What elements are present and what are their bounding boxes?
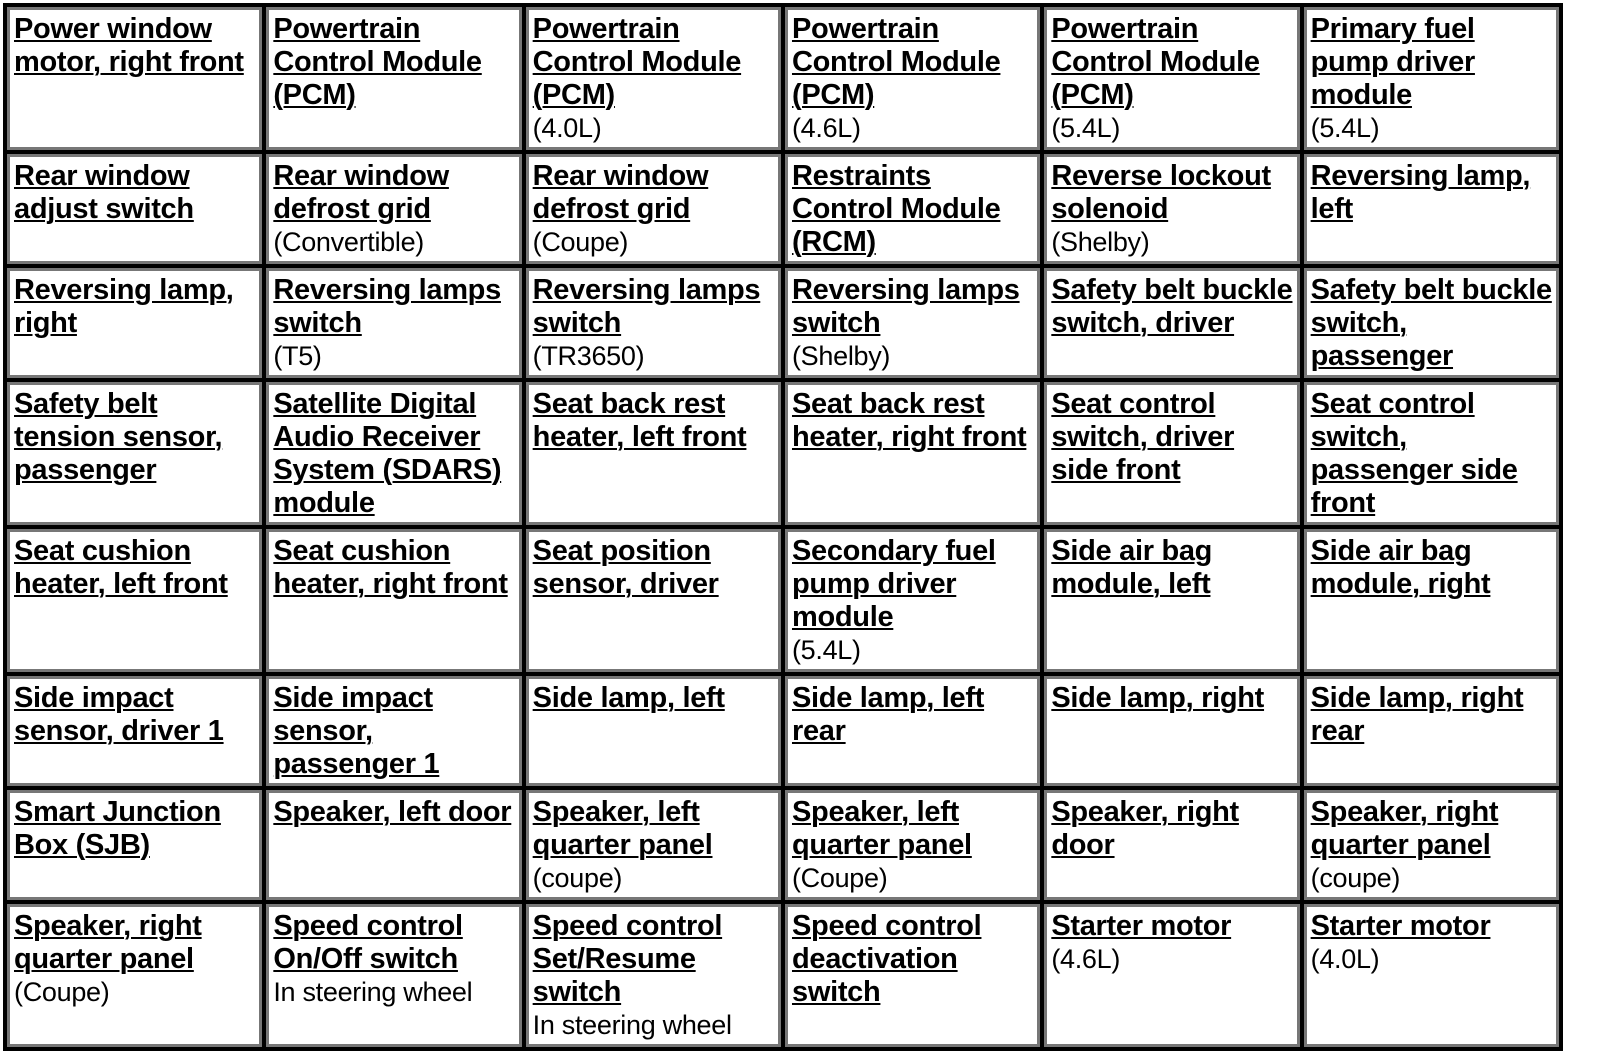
component-link[interactable]: Side lamp, right bbox=[1051, 682, 1265, 714]
table-row bbox=[7, 529, 1559, 672]
component-note: (Coupe) bbox=[791, 863, 888, 893]
table-cell bbox=[7, 904, 262, 1047]
table-cell bbox=[1044, 676, 1299, 786]
component-note: (coupe) bbox=[532, 863, 623, 893]
component-link[interactable]: Seat cushion heater, left front bbox=[14, 535, 228, 600]
table-cell bbox=[1304, 790, 1559, 900]
table-row bbox=[7, 154, 1559, 264]
component-note: (5.4L) bbox=[1310, 113, 1380, 143]
table-cell bbox=[526, 154, 781, 264]
table-cell bbox=[785, 268, 1040, 378]
component-link[interactable]: Smart Junction Box (SJB) bbox=[14, 796, 221, 861]
table-cell bbox=[526, 529, 781, 672]
component-link[interactable]: Reversing lamps switch bbox=[273, 274, 501, 339]
table-cell bbox=[1304, 7, 1559, 150]
table-cell bbox=[785, 529, 1040, 672]
component-link[interactable]: Starter motor bbox=[1310, 910, 1491, 942]
table-cell bbox=[7, 154, 262, 264]
table-cell bbox=[266, 790, 521, 900]
table-cell bbox=[526, 382, 781, 525]
table-cell bbox=[7, 529, 262, 672]
component-note: (Shelby) bbox=[791, 341, 891, 371]
table-cell bbox=[266, 7, 521, 150]
table-cell bbox=[785, 7, 1040, 150]
component-link[interactable]: Side air bag module, right bbox=[1310, 535, 1491, 600]
table-row bbox=[7, 676, 1559, 786]
table-cell bbox=[1304, 268, 1559, 378]
table-cell bbox=[1044, 154, 1299, 264]
component-link[interactable]: Speaker, right quarter panel bbox=[1310, 796, 1499, 861]
component-link[interactable]: Speaker, left quarter panel bbox=[532, 796, 713, 861]
component-note: In steering wheel bbox=[273, 977, 473, 1007]
component-link[interactable]: Reversing lamps switch bbox=[791, 274, 1020, 339]
component-link[interactable]: Secondary fuel pump driver module bbox=[791, 535, 996, 633]
component-link[interactable]: Safety belt buckle switch, passenger bbox=[1310, 274, 1552, 372]
table-cell bbox=[785, 676, 1040, 786]
component-link[interactable]: Side impact sensor, driver 1 bbox=[14, 682, 224, 747]
table-cell bbox=[7, 790, 262, 900]
table-cell bbox=[1304, 529, 1559, 672]
component-link[interactable]: Speaker, right quarter panel bbox=[14, 910, 202, 975]
component-note: (Shelby) bbox=[1051, 227, 1150, 257]
table-cell bbox=[1304, 676, 1559, 786]
table-cell bbox=[1044, 268, 1299, 378]
component-note: (5.4L) bbox=[1051, 113, 1121, 143]
component-note: (TR3650) bbox=[532, 341, 645, 371]
component-link[interactable]: Seat back rest heater, left front bbox=[532, 388, 747, 453]
component-note: (Coupe) bbox=[14, 977, 110, 1007]
component-link[interactable]: Rear window defrost grid bbox=[273, 160, 449, 225]
table-cell bbox=[7, 7, 262, 150]
component-link[interactable]: Restraints Control Module (RCM) bbox=[791, 160, 1001, 258]
table-cell bbox=[1304, 154, 1559, 264]
table-cell bbox=[526, 676, 781, 786]
component-note: (coupe) bbox=[1310, 863, 1401, 893]
table-cell bbox=[266, 268, 521, 378]
component-note: (Coupe) bbox=[532, 227, 629, 257]
table-cell bbox=[266, 529, 521, 672]
component-note: (4.0L) bbox=[1310, 944, 1380, 974]
component-link[interactable]: Rear window adjust switch bbox=[14, 160, 194, 225]
component-link[interactable]: Power window motor, right front bbox=[14, 13, 244, 78]
component-link[interactable]: Side impact sensor, passenger 1 bbox=[273, 682, 440, 780]
table-cell bbox=[1304, 904, 1559, 1047]
component-note: In steering wheel bbox=[532, 1010, 732, 1040]
component-link[interactable]: Reversing lamp, left bbox=[1310, 160, 1531, 225]
component-link[interactable]: Side lamp, left bbox=[532, 682, 725, 714]
component-link[interactable]: Powertrain Control Module (PCM) bbox=[532, 13, 742, 111]
table-cell bbox=[266, 154, 521, 264]
table-cell bbox=[526, 268, 781, 378]
component-link[interactable]: Powertrain Control Module (PCM) bbox=[1051, 13, 1260, 111]
component-link[interactable]: Speaker, left quarter panel bbox=[791, 796, 972, 861]
component-link[interactable]: Reverse lockout solenoid bbox=[1051, 160, 1271, 225]
table-cell bbox=[1304, 382, 1559, 525]
component-link[interactable]: Side lamp, left rear bbox=[791, 682, 985, 747]
component-link[interactable]: Speaker, right door bbox=[1051, 796, 1239, 861]
table-row bbox=[7, 904, 1559, 1047]
component-link[interactable]: Seat back rest heater, right front bbox=[791, 388, 1027, 453]
table-cell bbox=[1044, 904, 1299, 1047]
component-link[interactable]: Seat control switch, passenger side front bbox=[1310, 388, 1518, 519]
table-cell bbox=[526, 904, 781, 1047]
table-cell bbox=[7, 268, 262, 378]
table-row bbox=[7, 382, 1559, 525]
component-link[interactable]: Powertrain Control Module (PCM) bbox=[791, 13, 1001, 111]
component-link[interactable]: Powertrain Control Module (PCM) bbox=[273, 13, 482, 111]
component-link[interactable]: Reversing lamp, right bbox=[14, 274, 234, 339]
table-cell bbox=[1044, 529, 1299, 672]
component-note: (4.6L) bbox=[791, 113, 861, 143]
component-note: (4.6L) bbox=[1051, 944, 1121, 974]
component-link[interactable]: Satellite Digital Audio Receiver System (SDARS) module bbox=[273, 388, 502, 519]
table-row bbox=[7, 268, 1559, 378]
table-cell bbox=[266, 904, 521, 1047]
table-cell bbox=[266, 382, 521, 525]
component-link[interactable]: Speed control Set/Resume switch bbox=[532, 910, 723, 1008]
component-link[interactable]: Safety belt buckle switch, driver bbox=[1051, 274, 1293, 339]
component-link[interactable]: Reversing lamps switch bbox=[532, 274, 761, 339]
table-cell bbox=[785, 382, 1040, 525]
table-cell bbox=[1044, 7, 1299, 150]
component-link[interactable]: Seat position sensor, driver bbox=[532, 535, 719, 600]
component-link[interactable]: Rear window defrost grid bbox=[532, 160, 709, 225]
table-row bbox=[7, 7, 1559, 150]
table-cell bbox=[7, 382, 262, 525]
table-cell bbox=[7, 676, 262, 786]
component-link[interactable]: Side lamp, right rear bbox=[1310, 682, 1524, 747]
table-cell bbox=[526, 7, 781, 150]
table-cell bbox=[1044, 382, 1299, 525]
component-link[interactable]: Seat control switch, driver side front bbox=[1051, 388, 1235, 486]
component-link[interactable]: Seat cushion heater, right front bbox=[273, 535, 508, 600]
component-note: (T5) bbox=[273, 341, 322, 371]
component-link[interactable]: Safety belt tension sensor, passenger bbox=[14, 388, 223, 486]
table-cell bbox=[785, 154, 1040, 264]
component-link[interactable]: Primary fuel pump driver module bbox=[1310, 13, 1475, 111]
component-note: (5.4L) bbox=[791, 635, 861, 665]
table-cell bbox=[1044, 790, 1299, 900]
component-link[interactable]: Speaker, left door bbox=[273, 796, 512, 828]
table-cell bbox=[526, 790, 781, 900]
component-link[interactable]: Speed control On/Off switch bbox=[273, 910, 463, 975]
component-link[interactable]: Starter motor bbox=[1051, 910, 1232, 942]
table-cell bbox=[785, 790, 1040, 900]
component-link[interactable]: Speed control deactivation switch bbox=[791, 910, 982, 1008]
table-cell bbox=[266, 676, 521, 786]
component-note: (4.0L) bbox=[532, 113, 602, 143]
table-row bbox=[7, 790, 1559, 900]
component-location-table bbox=[3, 3, 1563, 1051]
component-note: (Convertible) bbox=[273, 227, 424, 257]
component-link[interactable]: Side air bag module, left bbox=[1051, 535, 1213, 600]
table-cell bbox=[785, 904, 1040, 1047]
